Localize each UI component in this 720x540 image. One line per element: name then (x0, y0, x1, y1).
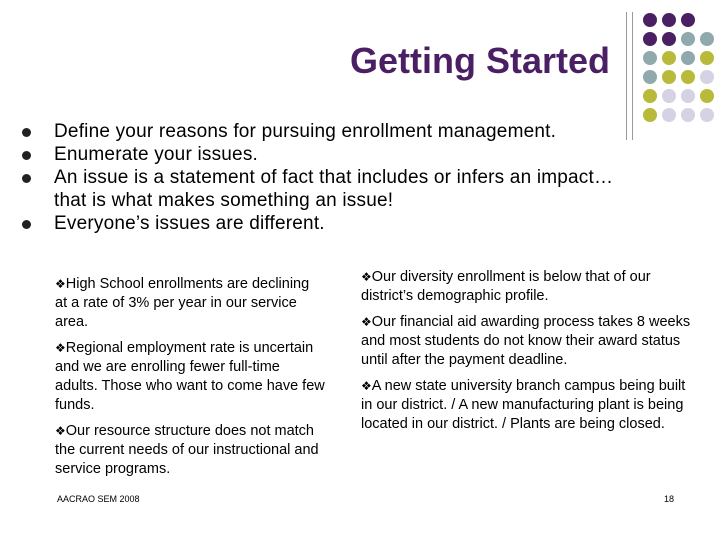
decorative-dot (681, 32, 695, 46)
bullet-dot-icon (22, 174, 31, 183)
bullet-list (22, 120, 632, 235)
decorative-dot (662, 51, 676, 65)
issue-text: Our diversity enrollment is below that of our district’s demographic profile. (361, 269, 651, 304)
bullet-item (22, 120, 632, 143)
decorative-dot (662, 108, 676, 122)
issue-text: A new state university branch campus being built in our district. / A new manufacturing plant is being located in our district. / Plants are being closed. (361, 378, 686, 432)
decorative-dot (662, 32, 676, 46)
decorative-dot-grid (640, 10, 720, 140)
diamond-bullet-icon: ❖ (55, 341, 66, 355)
diamond-bullet-icon: ❖ (361, 379, 372, 393)
decorative-dot (643, 13, 657, 27)
diamond-bullet-icon: ❖ (55, 424, 66, 438)
bullet-item (22, 212, 632, 235)
decorative-dot (643, 32, 657, 46)
bullet-text: An issue is a statement of fact that includes or infers an impact…that is what makes something an issue! (54, 167, 614, 211)
diamond-bullet-icon: ❖ (361, 315, 372, 329)
slide-title: Getting Started (349, 40, 610, 81)
decorative-dot (662, 13, 676, 27)
decorative-dot (643, 108, 657, 122)
issue-item (361, 313, 691, 370)
bullet-dot-icon (22, 220, 31, 229)
bullet-text: Enumerate your issues. (54, 144, 258, 165)
footer-label: AACRAO SEM 2008 (57, 494, 140, 504)
decorative-dot (681, 70, 695, 84)
bullet-item (22, 143, 632, 166)
page-number: 18 (664, 494, 675, 504)
decorative-dot (700, 89, 714, 103)
decorative-dot (700, 51, 714, 65)
decorative-divider-line (632, 12, 633, 140)
decorative-dot (643, 89, 657, 103)
issue-text: Regional employment rate is uncertain and we are enrolling fewer full-time adults. Those who want to come have few funds. (55, 340, 325, 413)
decorative-dot (662, 70, 676, 84)
issue-item (361, 377, 691, 434)
issue-column-right (361, 268, 691, 441)
decorative-dot (700, 32, 714, 46)
bullet-dot-icon (22, 128, 31, 137)
issue-column-left (55, 275, 325, 486)
decorative-dot (643, 70, 657, 84)
bullet-item (22, 166, 632, 212)
issue-item (361, 268, 691, 306)
decorative-dot (700, 108, 714, 122)
bullet-text: Define your reasons for pursuing enrollment management. (54, 121, 557, 142)
bullet-text: Everyone’s issues are different. (54, 213, 325, 234)
decorative-dot (662, 89, 676, 103)
issue-text: Our resource structure does not match the current needs of our instructional and service programs. (55, 423, 319, 477)
diamond-bullet-icon: ❖ (361, 270, 372, 284)
diamond-bullet-icon: ❖ (55, 277, 66, 291)
issue-item (55, 275, 325, 332)
issue-item (55, 422, 325, 479)
decorative-dot (681, 108, 695, 122)
issue-text: High School enrollments are declining at a rate of 3% per year in our service area. (55, 276, 310, 330)
decorative-dot (700, 70, 714, 84)
decorative-dot (681, 13, 695, 27)
issue-text: Our financial aid awarding process takes 8 weeks and most students do not know their award status until after the payment deadline. (361, 314, 691, 368)
decorative-dot (643, 51, 657, 65)
bullet-dot-icon (22, 151, 31, 160)
decorative-dot (681, 51, 695, 65)
issue-item (55, 339, 325, 415)
decorative-dot (681, 89, 695, 103)
